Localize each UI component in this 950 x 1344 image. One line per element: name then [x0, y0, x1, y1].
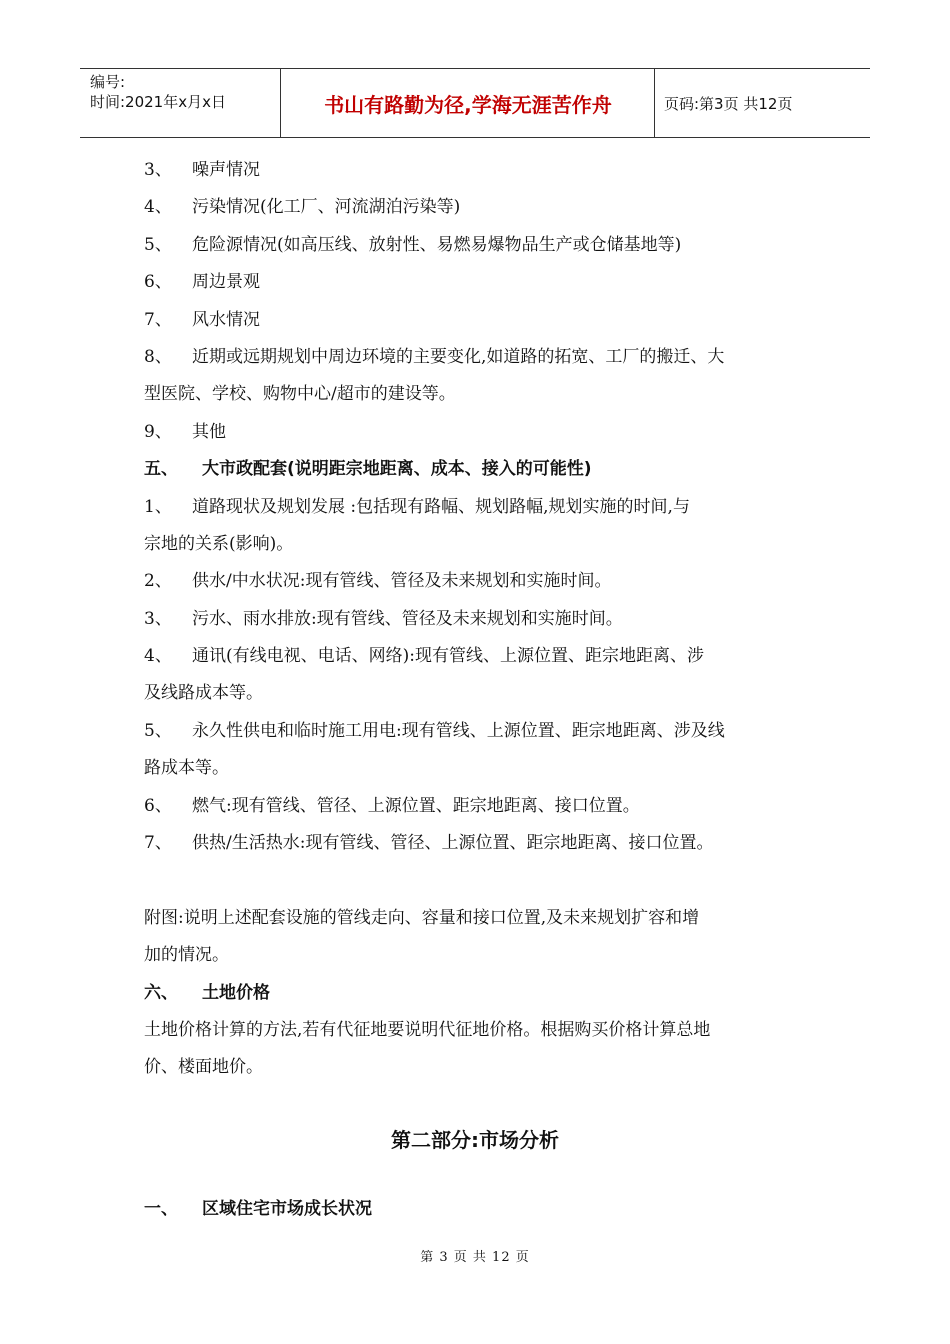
- list-item: [144, 152, 814, 189]
- item-text: 供水/中水状况:现有管线、管径及未来规划和实施时间。: [192, 571, 612, 592]
- item-text: 噪声情况: [192, 160, 260, 180]
- section-number: 六、: [144, 982, 178, 1003]
- item-text: 污染情况(化工厂、河流湖泊污染等): [192, 197, 461, 218]
- page-footer: 第 3 页 共 12 页: [420, 1250, 530, 1265]
- item-number: 9、: [144, 421, 172, 442]
- number-label: 编号:: [90, 73, 126, 91]
- item-number: 4、: [144, 197, 172, 218]
- section-number: 一、: [144, 1199, 178, 1219]
- item-number: 7、: [144, 833, 172, 854]
- item-number: 7、: [144, 309, 172, 330]
- document-body: [144, 152, 814, 1087]
- item-number: 1、: [144, 496, 172, 517]
- paragraph: 土地价格计算的方法,若有代征地要说明代征地价格。根据购买价格计算总地: [144, 1019, 711, 1040]
- item-text: 近期或远期规划中周边环境的主要变化,如道路的拓宽、工厂的搬迁、大: [192, 346, 725, 367]
- list-item: [144, 638, 814, 675]
- list-item: [144, 563, 814, 600]
- list-item: [144, 227, 814, 264]
- item-number: 3、: [144, 608, 172, 629]
- item-number: 6、: [144, 272, 172, 293]
- section-heading: [144, 1194, 372, 1219]
- list-item: [144, 601, 814, 638]
- list-item: [144, 825, 814, 862]
- list-item: [144, 788, 814, 825]
- item-number: 2、: [144, 571, 172, 592]
- header-meta-cell: [80, 69, 280, 137]
- list-item: [144, 264, 814, 301]
- item-text: 其他: [192, 421, 226, 442]
- section-title: 大市政配套(说明距宗地距离、成本、接入的可能性): [202, 459, 592, 480]
- section-heading: [144, 451, 814, 488]
- header-divider: [280, 69, 281, 137]
- item-text: 危险源情况(如高压线、放射性、易燃易爆物品生产或仓储基地等): [192, 234, 682, 255]
- item-number: 8、: [144, 346, 172, 367]
- item-text: 燃气:现有管线、管径、上源位置、距宗地距离、接口位置。: [192, 795, 640, 816]
- item-text: 通讯(有线电视、电话、网络):现有管线、上源位置、距宗地距离、涉: [192, 646, 704, 667]
- item-continuation: 及线路成本等。: [144, 683, 263, 704]
- paragraph: 价、楼面地价。: [144, 1057, 263, 1078]
- item-number: 5、: [144, 234, 172, 255]
- list-item: [144, 414, 814, 451]
- section-title: 区域住宅市场成长状况: [202, 1199, 372, 1219]
- item-continuation: 宗地的关系(影响)。: [144, 533, 294, 554]
- list-item: [144, 489, 814, 526]
- list-item: [144, 713, 814, 750]
- item-text: 污水、雨水排放:现有管线、管径及未来规划和实施时间。: [192, 608, 623, 629]
- header-motto: 书山有路勤为径,学海无涯苦作舟: [324, 92, 612, 117]
- header-divider: [654, 69, 655, 137]
- section-title: 土地价格: [202, 982, 270, 1003]
- date-label: 时间:2021年x月x日: [90, 93, 226, 111]
- item-text: 道路现状及规划发展 :包括现有路幅、规划路幅,规划实施的时间,与: [192, 496, 690, 517]
- list-item: [144, 339, 814, 376]
- item-number: 3、: [144, 160, 172, 180]
- header-page-info: 页码:第3页 共12页: [664, 94, 793, 113]
- item-text: 永久性供电和临时施工用电:现有管线、上源位置、距宗地距离、涉及线: [192, 720, 725, 741]
- item-text: 周边景观: [192, 272, 260, 293]
- section-heading: [144, 975, 814, 1012]
- item-number: 4、: [144, 646, 172, 667]
- list-item: [144, 302, 814, 339]
- item-continuation: 型医院、学校、购物中心/超市的建设等。: [144, 384, 456, 405]
- item-text: 风水情况: [192, 309, 260, 330]
- item-continuation: 路成本等。: [144, 758, 229, 779]
- note-paragraph: 附图:说明上述配套设施的管线走向、容量和接口位置,及未来规划扩容和增: [144, 907, 700, 928]
- item-text: 供热/生活热水:现有管线、管径、上源位置、距宗地距离、接口位置。: [192, 833, 714, 854]
- document-header: [80, 68, 870, 138]
- list-item: [144, 189, 814, 226]
- note-paragraph: 加的情况。: [144, 945, 229, 966]
- item-number: 5、: [144, 720, 172, 741]
- section-number: 五、: [144, 459, 178, 480]
- blank-line: [144, 862, 814, 899]
- part-title: 第二部分:市场分析: [391, 1128, 559, 1152]
- item-number: 6、: [144, 795, 172, 816]
